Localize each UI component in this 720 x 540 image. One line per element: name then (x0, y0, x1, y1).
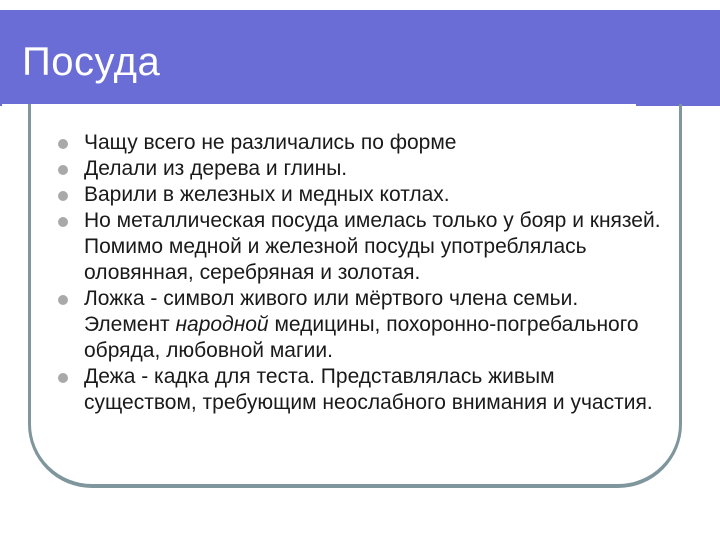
bullet-text: Дежа - кадка для теста. Представлялась живым существом, требующим неослабного внимания и участия. (84, 365, 653, 414)
bullet-dot-icon (58, 217, 68, 227)
bullet-dot-icon (58, 373, 68, 383)
bullet-text-after: медицины, похоронно-погребального обряда, любовной магии. (84, 313, 639, 362)
list-item (0, 364, 664, 416)
bullet-text-before: Ложка - символ живого или мёртвого члена семьи. Элемент (84, 287, 579, 336)
bullet-dot-icon (58, 139, 68, 149)
bullet-text: Делали из дерева и глины. (84, 157, 348, 180)
bullet-text: Но металлическая посуда имелась только у бояр и князей. Помимо медной и железной посуды употреблялась оловянная, серебряная и золотая. (84, 209, 661, 284)
list-item (0, 286, 664, 364)
bullet-text (84, 286, 664, 364)
list-item (0, 156, 664, 182)
bullet-dot-icon (58, 191, 68, 201)
bullet-emphasis: народной (175, 313, 269, 336)
bullet-list (0, 130, 720, 416)
bullet-text: Варили в железных и медных котлах. (84, 183, 450, 206)
list-item (0, 130, 664, 156)
title-bar (0, 10, 720, 106)
bullet-dot-icon (58, 165, 68, 175)
slide-title: Посуда (22, 40, 161, 84)
bullet-text: Чащу всего не различались по форме (84, 131, 457, 154)
list-item (0, 208, 664, 286)
bullet-dot-icon (58, 295, 68, 305)
list-item (0, 182, 664, 208)
